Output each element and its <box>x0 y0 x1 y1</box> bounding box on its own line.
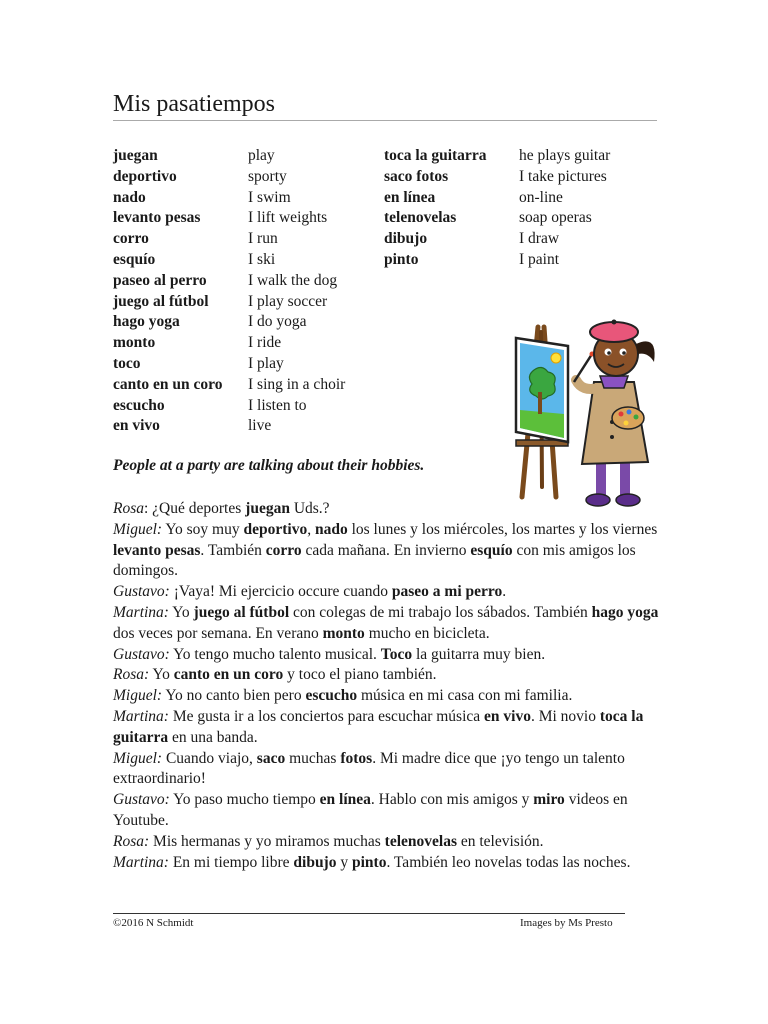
spanish-term: hago yoga <box>113 313 180 331</box>
vocab-highlight: juego al fútbol <box>193 603 290 621</box>
dialogue-fragment: videos en Youtube. <box>113 791 628 829</box>
vocab-row <box>384 146 664 167</box>
dialogue-fragment: dos veces por semana. En verano <box>113 624 323 642</box>
dialogue-fragment: . También leo novelas todas las noches. <box>386 853 631 871</box>
dialogue-fragment: Yo <box>168 603 194 621</box>
english-translation: I walk the dog <box>248 271 338 289</box>
dialogue-fragment: , <box>307 520 315 538</box>
vocab-highlight: paseo a mi perro <box>391 583 503 601</box>
speaker-name: Gustavo: <box>113 583 170 601</box>
vocab-row <box>113 208 373 229</box>
vocab-row <box>113 167 373 188</box>
vocab-row <box>113 250 373 271</box>
vocab-row <box>113 229 373 250</box>
spanish-term: deportivo <box>113 167 177 185</box>
dialogue-fragment: ¡Vaya! Mi ejercicio occure cuando <box>169 583 392 601</box>
speaker-name: Rosa: <box>113 832 150 850</box>
vocab-highlight: miro <box>533 791 565 809</box>
spanish-term: escucho <box>113 396 165 414</box>
english-translation: I run <box>248 230 278 248</box>
dialogue-fragment: Me gusta ir a los conciertos para escuchar música <box>168 707 485 725</box>
spanish-term: pinto <box>384 250 419 268</box>
vocab-row <box>113 375 373 396</box>
vocab-highlight: hago yoga <box>591 603 659 621</box>
english-translation: soap operas <box>519 209 592 227</box>
copyright-text: ©2016 N Schmidt <box>113 917 194 929</box>
spanish-term: esquío <box>113 250 156 268</box>
vocab-row <box>113 354 373 375</box>
spanish-term: juegan <box>113 147 158 164</box>
english-translation: I lift weights <box>248 209 328 227</box>
dialogue-line <box>113 645 659 666</box>
dialogue-fragment: con colegas de mi trabajo los sábados. También <box>289 603 592 621</box>
english-translation: I ski <box>248 250 276 268</box>
dialogue-fragment: Cuando viajo, <box>162 749 257 767</box>
vocab-highlight: en vivo <box>484 707 531 725</box>
spanish-term: saco fotos <box>384 167 449 185</box>
dialogue-fragment: En mi tiempo libre <box>168 853 294 871</box>
spanish-term: levanto pesas <box>113 209 201 227</box>
dialogue-intro: People at a party are talking about their hobbies. <box>113 457 425 474</box>
vocab-highlight: juegan <box>245 500 290 517</box>
spanish-term: monto <box>113 334 156 352</box>
vocab-highlight: pinto <box>351 853 387 871</box>
vocab-row <box>384 188 664 209</box>
vocab-highlight: Toco <box>380 645 413 663</box>
dialogue-line <box>113 603 659 645</box>
vocab-row <box>113 146 373 167</box>
english-translation: I draw <box>519 230 560 248</box>
english-translation: I sing in a choir <box>248 375 346 393</box>
image-credit-text: Images by Ms Presto <box>520 917 613 929</box>
dialogue-fragment: en televisión. <box>456 832 544 850</box>
dialogue-fragment: . Hablo con mis amigos y <box>370 791 534 809</box>
vocab-highlight: canto en un coro <box>173 666 284 684</box>
english-translation: I play <box>248 354 284 372</box>
dialogue-fragment: los lunes y los miércoles, los martes y los viernes <box>347 520 658 538</box>
spanish-term: corro <box>113 230 149 248</box>
vocab-row <box>384 208 664 229</box>
dialogue-line <box>113 832 659 853</box>
dialogue-line <box>113 582 659 603</box>
english-translation: live <box>248 417 272 435</box>
spanish-term: toca la guitarra <box>384 147 487 164</box>
speaker-name: Rosa: <box>113 666 150 684</box>
vocab-highlight: saco <box>256 749 286 767</box>
english-translation: I swim <box>248 188 291 206</box>
spanish-term: dibujo <box>384 230 428 248</box>
speaker-name: Miguel: <box>113 749 163 767</box>
dialogue-line <box>113 749 659 791</box>
dialogue-fragment: Uds.? <box>289 500 330 517</box>
vocab-row <box>113 333 373 354</box>
english-translation: I paint <box>519 250 560 268</box>
painter-girl-icon <box>574 320 655 507</box>
vocab-highlight: dibujo <box>293 853 337 871</box>
dialogue-fragment: Yo <box>149 666 174 684</box>
vocab-row <box>384 229 664 250</box>
dialogue-fragment: y toco el piano también. <box>283 666 437 684</box>
speaker-name: Martina: <box>113 603 169 621</box>
english-translation: I listen to <box>248 396 307 414</box>
dialogue-line <box>113 707 659 749</box>
dialogue-fragment: . Mi madre dice que ¡yo tengo un talento extraordinario! <box>113 749 625 788</box>
vocab-highlight: levanto pesas <box>113 541 201 559</box>
painter-at-easel-illustration <box>508 292 668 522</box>
vocab-row <box>113 396 373 417</box>
spanish-term: paseo al perro <box>113 271 207 289</box>
spanish-term: telenovelas <box>384 209 457 227</box>
canvas-painting-icon <box>516 338 568 442</box>
vocab-highlight: nado <box>314 520 348 538</box>
dialogue-fragment: cada mañana. En invierno <box>301 541 471 559</box>
vocab-row <box>113 271 373 292</box>
english-translation: I take pictures <box>519 167 607 185</box>
page-title: Mis pasatiempos <box>113 91 275 117</box>
vocabulary-list-right <box>384 146 664 271</box>
dialogue-line <box>113 853 659 874</box>
dialogue-line <box>113 686 659 707</box>
speaker-name: Martina: <box>113 707 169 725</box>
dialogue-fragment: muchas <box>285 749 341 767</box>
dialogue-fragment: la guitarra muy bien. <box>412 645 546 663</box>
english-translation: play <box>248 147 275 164</box>
vocab-row <box>113 188 373 209</box>
english-translation: I play soccer <box>248 292 328 310</box>
vocab-highlight: en línea <box>319 791 371 809</box>
vocab-highlight: toca la guitarra <box>113 707 644 746</box>
vocab-row <box>113 416 373 437</box>
vocab-highlight: esquío <box>470 541 513 559</box>
spanish-term: en vivo <box>113 417 160 435</box>
vocab-highlight: deportivo <box>243 520 308 538</box>
speaker-name: Martina: <box>113 853 169 871</box>
speaker-name: Miguel: <box>113 687 163 705</box>
vocab-highlight: fotos <box>340 749 373 767</box>
english-translation: he plays guitar <box>519 147 611 164</box>
dialogue-fragment: . <box>502 583 507 601</box>
dialogue-fragment: . También <box>200 541 266 559</box>
spanish-term: canto en un coro <box>113 375 223 393</box>
english-translation: sporty <box>248 167 287 185</box>
dialogue-fragment: Yo no canto bien pero <box>162 687 306 705</box>
dialogue-fragment: Yo soy muy <box>162 520 244 538</box>
spanish-term: en línea <box>384 188 436 206</box>
dialogue-text <box>113 499 659 873</box>
spanish-term: juego al fútbol <box>113 292 209 310</box>
dialogue-fragment: en una banda. <box>168 728 258 746</box>
dialogue-line <box>113 790 659 832</box>
title-divider <box>113 120 657 121</box>
vocab-highlight: escucho <box>305 687 358 705</box>
vocab-highlight: telenovelas <box>384 832 457 850</box>
dialogue-line <box>113 665 659 686</box>
vocab-highlight: corro <box>265 541 302 559</box>
dialogue-fragment: música en mi casa con mi familia. <box>357 687 573 705</box>
dialogue-fragment: mucho en bicicleta. <box>364 624 490 642</box>
speaker-name: Gustavo: <box>113 791 170 809</box>
dialogue-line <box>113 520 659 582</box>
vocab-row <box>113 312 373 333</box>
vocabulary-list-left <box>113 146 373 437</box>
english-translation: I ride <box>248 334 282 352</box>
spanish-term: nado <box>113 188 146 206</box>
english-translation: I do yoga <box>248 313 307 331</box>
speaker-name: Gustavo: <box>113 645 170 663</box>
vocab-row <box>113 292 373 313</box>
vocab-row <box>384 167 664 188</box>
speaker-name: Rosa <box>113 500 144 517</box>
spanish-term: toco <box>113 354 141 372</box>
footer-divider <box>113 913 625 914</box>
dialogue-fragment: . Mi novio <box>530 707 600 725</box>
vocab-row <box>384 250 664 271</box>
dialogue-fragment: Mis hermanas y yo miramos muchas <box>149 832 385 850</box>
dialogue-line <box>113 499 659 520</box>
dialogue-fragment: Yo paso mucho tiempo <box>169 791 320 809</box>
vocab-highlight: monto <box>322 624 365 642</box>
dialogue-fragment: : ¿Qué deportes <box>144 500 246 517</box>
dialogue-fragment: Yo tengo mucho talento musical. <box>169 645 381 663</box>
speaker-name: Miguel: <box>113 520 163 538</box>
english-translation: on-line <box>519 188 563 206</box>
dialogue-fragment: y <box>336 853 352 871</box>
dialogue-fragment: con mis amigos los domingos. <box>113 541 636 580</box>
